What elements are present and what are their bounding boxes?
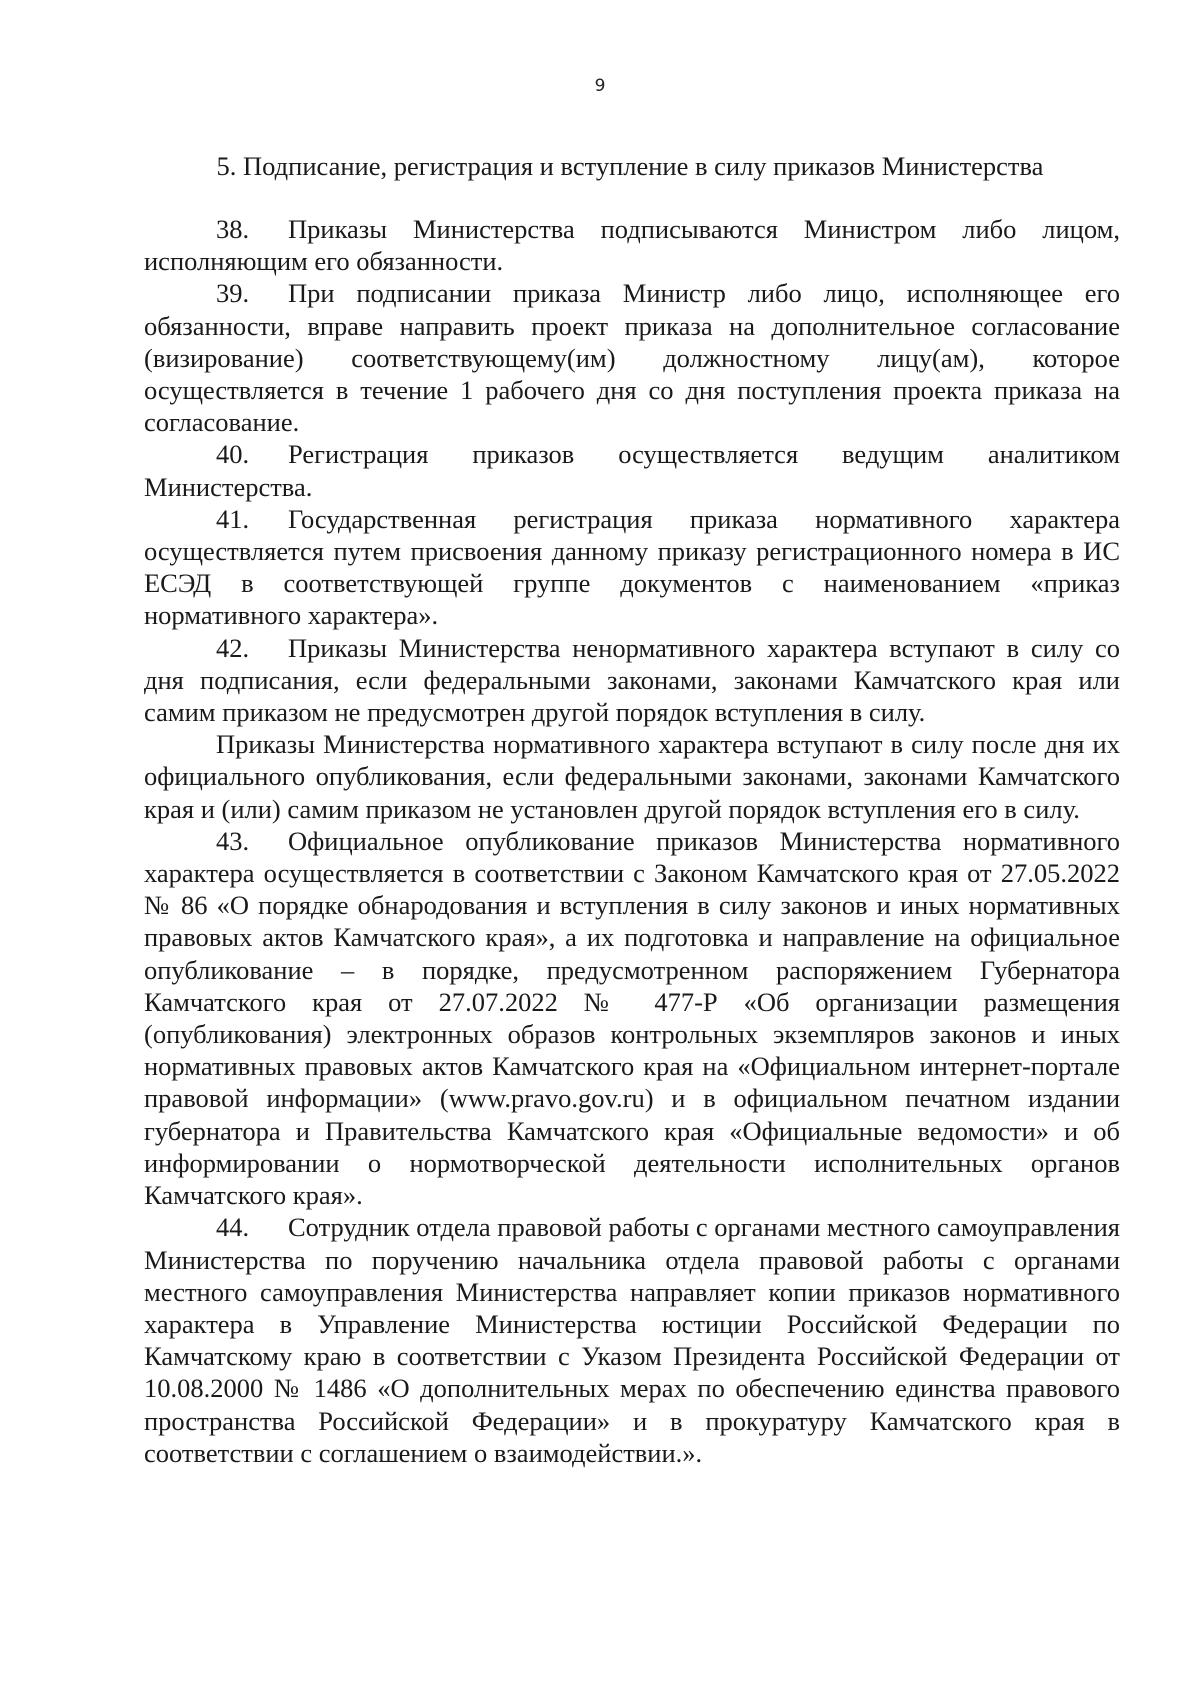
paragraph-number: 40. bbox=[216, 439, 250, 470]
paragraph-41 bbox=[144, 503, 1120, 632]
paragraph-text: Приказы Министерства подписываются Министром либо лицом, исполняющим его обязанности. bbox=[144, 214, 1120, 277]
paragraph-number: 44. bbox=[216, 1212, 250, 1243]
paragraph-42 bbox=[144, 632, 1120, 729]
paragraph-text: Государственная регистрация приказа нормативного характера осуществляется путем присвоения данному приказу регистрационного номера в ИС ЕСЭД в соответствующей группе документов с наименованием «приказ нормативного характера». bbox=[144, 503, 1120, 631]
paragraph-text: При подписании приказа Министр либо лицо, исполняющее его обязанности, вправе направить проект приказа на дополнительное согласование (визирование) соответствующему(им) должностному лицу(ам), которое осуществляется в течение 1 рабочего дня со дня поступления проекта приказа на согласование. bbox=[144, 278, 1120, 438]
section-title: 5. Подписание, регистрация и вступление в силу приказов Министерства bbox=[216, 151, 1044, 181]
paragraph-number: 43. bbox=[216, 825, 250, 856]
paragraph-text: Приказы Министерства ненормативного характера вступают в силу со дня подписания, если федеральными законами, законами Камчатского края или самим приказом не предусмотрен другой порядок вступления в силу. bbox=[144, 632, 1120, 728]
paragraph-number: 39. bbox=[216, 278, 250, 309]
paragraph-42-continued bbox=[144, 728, 1120, 825]
paragraph-40 bbox=[144, 438, 1120, 502]
paragraph-text: Сотрудник отдела правовой работы с органами местного самоуправления Министерства по поручению начальника отдела правовой работы с органами местного самоуправления Министерства направляет копии приказов нормативного характера в Управление Министерства юстиции Российской Федерации по Камчатскому краю в соответствии с Указом Президента Российской Федерации от 10.08.2000 № 1486 «О дополнительных мерах по обеспечению единства правового пространства Российской Федерации» и в прокуратуру Камчатского края в соответствии с соглашением о взаимодействии.». bbox=[144, 1212, 1120, 1468]
paragraph-44 bbox=[144, 1211, 1120, 1469]
paragraph-number: 41. bbox=[216, 503, 250, 534]
paragraph-text: Регистрация приказов осуществляется ведущим аналитиком Министерства. bbox=[144, 439, 1120, 502]
paragraph-number: 38. bbox=[216, 214, 250, 244]
paragraph-43 bbox=[144, 825, 1120, 1211]
paragraph-text: Официальное опубликование приказов Министерства нормативного характера осуществляется в соответствии с Законом Камчатского края от 27.05.2022 № 86 «О порядке обнародования и вступления в силу законов и иных нормативных правовых актов Камчатского края», а их подготовка и направление на официальное опубликование – в порядке, предусмотренном распоряжением Губернатора Камчатского края от 27.07.2022 № 477-Р «Об организации размещения (опубликования) электронных образов контрольных экземпляров законов и иных нормативных правовых актов Камчатского края на «Официальном интернет-портале правовой информации» (www.pravo.gov.ru) и в официальном печатном издании губернатора и Правительства Камчатского края «Официальные ведомости» и об информировании о нормотворческой деятельности исполнительных органов Камчатского края». bbox=[144, 825, 1120, 1211]
paragraph-39 bbox=[144, 277, 1120, 438]
paragraph-number: 42. bbox=[216, 632, 250, 663]
paragraph-text: Приказы Министерства нормативного характера вступают в силу после дня их официального опубликования, если федеральными законами, законами Камчатского края и (или) самим приказом не установлен другой порядок вступления его в силу. bbox=[144, 729, 1120, 824]
page-number: 9 bbox=[594, 76, 606, 96]
document-body bbox=[144, 213, 1120, 1469]
paragraph-38 bbox=[144, 213, 1120, 277]
